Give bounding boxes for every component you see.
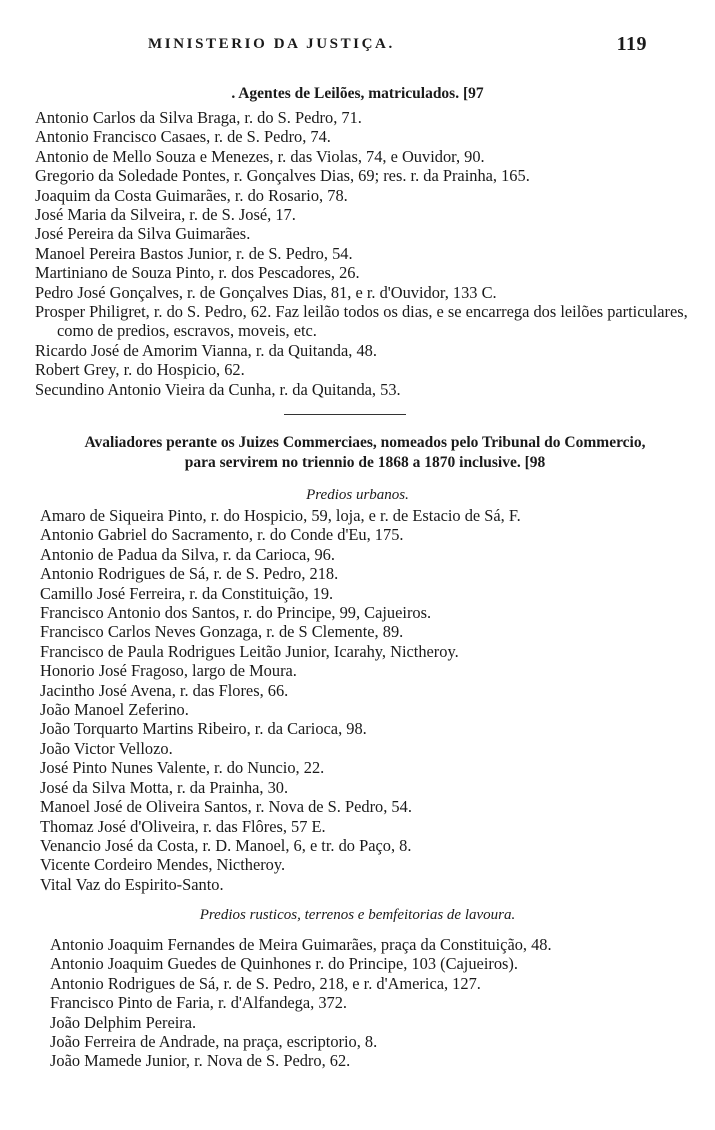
list-item: João Manoel Zeferino. (40, 700, 189, 720)
section-divider (284, 414, 406, 415)
list-item: Antonio Rodrigues de Sá, r. de S. Pedro, 218. (40, 564, 339, 584)
list-item: Amaro de Siqueira Pinto, r. do Hospicio, 59, loja, e r. de Estacio de Sá, F. (40, 506, 521, 525)
list-item: Francisco Pinto de Faria, r. d'Alfandega, 372. (50, 993, 348, 1013)
list-item: João Torquarto Martins Ribeiro, r. da Carioca, 98. (40, 719, 367, 739)
list-item: Antonio Joaquim Guedes de Quinhones r. do Principe, 103 (Cajueiros). (50, 954, 518, 974)
list-item: Manoel Pereira Bastos Junior, r. de S. Pedro, 54. (35, 243, 353, 263)
list-item: Vicente Cordeiro Mendes, Nictheroy. (40, 855, 286, 875)
list-item: Ricardo José de Amorim Vianna, r. da Quitanda, 48. (35, 340, 377, 360)
list-item: Honorio José Fragoso, largo de Moura. (40, 661, 297, 681)
section-heading-agentes: . Agentes de Leilões, matriculados. [97 (231, 85, 484, 102)
list-item: Manoel José de Oliveira Santos, r. Nova de S. Pedro, 54. (40, 797, 412, 817)
list-item: Antonio de Mello Souza e Menezes, r. das Violas, 74, e Ouvidor, 90. (35, 146, 485, 166)
list-item: João Delphim Pereira. (50, 1012, 197, 1032)
running-title: MINISTERIO DA JUSTIÇA. (148, 36, 395, 52)
list-item: Antonio de Padua da Silva, r. da Carioca, 96. (40, 544, 335, 564)
list-item: Antonio Gabriel do Sacramento, r. do Conde d'Eu, 175. (40, 525, 404, 545)
list-item: Francisco de Paula Rodrigues Leitão Junior, Icarahy, Nictheroy. (40, 641, 459, 661)
list-item: Prosper Philigret, r. do S. Pedro, 62. Faz leilão todos os dias, e se encarrega dos leilões particulares, como de predios, escravos, moveis, etc. (35, 302, 688, 341)
list-item: Antonio Rodrigues de Sá, r. de S. Pedro, 218, e r. d'America, 127. (50, 973, 481, 993)
list-item: José Pereira da Silva Guimarães. (35, 224, 251, 244)
heading-line: para servirem no triennio de 1868 a 1870 inclusive. [98 (184, 454, 546, 471)
list-item: Francisco Carlos Neves Gonzaga, r. de S Clemente, 89. (40, 622, 404, 642)
list-item: Robert Grey, r. do Hospicio, 62. (35, 360, 245, 380)
list-item: Venancio José da Costa, r. D. Manoel, 6, e tr. do Paço, 8. (40, 835, 412, 855)
list-item: João Mamede Junior, r. Nova de S. Pedro, 62. (50, 1051, 351, 1071)
list-item: Antonio Joaquim Fernandes de Meira Guimarães, praça da Constituição, 48. (50, 935, 552, 954)
list-item: Antonio Carlos da Silva Braga, r. do S. Pedro, 71. (35, 108, 362, 127)
predios-rusticos-list (50, 935, 700, 1071)
list-item: João Victor Vellozo. (40, 738, 173, 758)
subheading-predios-urbanos: Predios urbanos. (306, 487, 409, 503)
list-item: José Maria da Silveira, r. de S. José, 17. (35, 205, 296, 225)
list-item: José da Silva Motta, r. da Prainha, 30. (40, 777, 289, 797)
section-heading-avaliadores (20, 433, 710, 473)
page-number: 119 (616, 33, 647, 55)
list-item: Jacintho José Avena, r. das Flores, 66. (40, 680, 289, 700)
list-item: Antonio Francisco Casaes, r. de S. Pedro, 74. (35, 127, 331, 147)
list-item: Camillo José Ferreira, r. da Constituição, 19. (40, 583, 334, 603)
agentes-list (35, 108, 695, 399)
list-item: Francisco Antonio dos Santos, r. do Principe, 99, Cajueiros. (40, 603, 432, 623)
list-item: João Ferreira de Andrade, na praça, escriptorio, 8. (50, 1032, 378, 1052)
list-item: Thomaz José d'Oliveira, r. das Flôres, 57 E. (40, 816, 326, 836)
predios-urbanos-list (40, 506, 700, 894)
list-item: Secundino Antonio Vieira da Cunha, r. da Quitanda, 53. (35, 379, 401, 399)
subheading-predios-rusticos: Predios rusticos, terrenos e bemfeitorias de lavoura. (199, 907, 516, 923)
list-item: José Pinto Nunes Valente, r. do Nuncio, 22. (40, 758, 325, 778)
list-item: Joaquim da Costa Guimarães, r. do Rosario, 78. (35, 185, 348, 205)
running-head (0, 33, 715, 58)
list-item: Gregorio da Soledade Pontes, r. Gonçalves Dias, 69; res. r. da Prainha, 165. (35, 166, 530, 186)
list-item: Pedro José Gonçalves, r. de Gonçalves Dias, 81, e r. d'Ouvidor, 133 C. (35, 282, 497, 302)
list-item: Vital Vaz do Espirito-Santo. (40, 874, 224, 894)
heading-line: Avaliadores perante os Juizes Commerciaes, nomeados pelo Tribunal do Commercio, (84, 434, 646, 451)
list-item: Martiniano de Souza Pinto, r. dos Pescadores, 26. (35, 263, 360, 283)
